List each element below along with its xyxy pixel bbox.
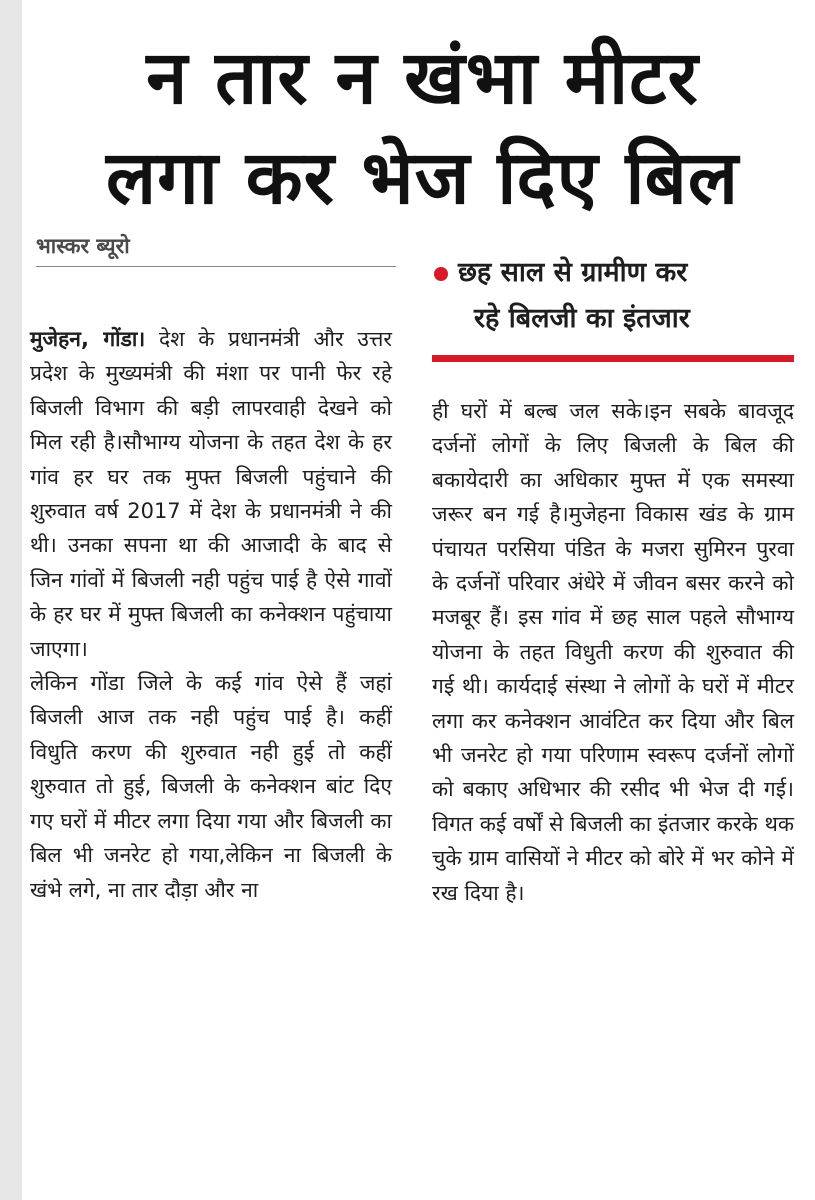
headline [30, 28, 815, 228]
article-column-right [432, 394, 794, 910]
article-column-left [30, 322, 392, 907]
byline: भास्कर ब्यूरो [36, 232, 396, 267]
subheadline-line-1 [434, 250, 794, 296]
red-bullet-icon [434, 267, 448, 281]
subheadline-text-1: छह साल से ग्रामीण कर [458, 257, 688, 288]
headline-line-2: लगा कर भेज दिए बिल [105, 135, 740, 221]
page-edge-strip [0, 0, 22, 1200]
article-paragraph-3: ही घरों में बल्ब जल सके।इन सबके बावजूद दर्जनों लोगों के लिए बिजली के बिल की बकायेदारी का अधिकार मुफ्त में एक समस्या जरूर बन गई है।मुजेहना विकास खंड के ग्राम पंचायत परसिया पंडित के मजरा सुमिरन पुरवा के दर्जनों परिवार अंधेरे में जीवन बसर करने को मजबूर हैं। इस गांव में छह साल पहले सौभाग्य योजना के तहत विधुती करण की शुरुवात की गई थी। कार्यदाई संस्था ने लोगों के घरों में मीटर लगा कर कनेक्शन आवंटित कर दिया और बिल भी जनरेट हो गया परिणाम स्वरूप दर्जनों लोगों को बकाए अधिभार की रसीद भी भेज दी गई। विगत कई वर्षों से बिजली का इंतजार करके थक चुके ग्राम वासियों ने मीटर को बोरे में भर कोने में रख दिया है। [432, 399, 794, 905]
headline-line-1: न तार न खंभा मीटर [146, 35, 699, 121]
subheadline [434, 250, 794, 342]
dateline: मुजेहन, गोंडा। [30, 327, 146, 351]
article-paragraph-1-text: देश के प्रधानमंत्री और उत्तर प्रदेश के मुख्यमंत्री की मंशा पर पानी फेर रहे बिजली विभाग की बड़ी लापरवाही देखने को मिल रही है।सौभाग्य योजना के तहत देश के हर गांव हर घर तक मुफ्त बिजली पहुंचाने की शुरुवात वर्ष 2017 में देश के प्रधानमंत्री ने की थी। उनका सपना था की आजादी के बाद से जिन गांवों में बिजली नही पहुंच पाई है ऐसे गावों के हर घर में मुफ्त बिजली का कनेक्शन पहुंचाया जाएगा। [30, 327, 392, 661]
article-paragraph-1 [30, 322, 392, 666]
subheadline-line-2: रहे बिलजी का इंतजार [474, 303, 690, 334]
article-paragraph-2: लेकिन गोंडा जिले के कई गांव ऐसे हैं जहां बिजली आज तक नही पहुंच पाई है। कहीं विधुति करण की शुरुवात नही हुई तो कहीं शुरुवात तो हुई, बिजली के कनेक्शन बांट दिए गए घरों में मीटर लगा दिया गया और बिजली का बिल भी जनरेट हो गया,लेकिन ना बिजली के खंभे लगे, ना तार दौड़ा और ना [30, 671, 392, 902]
subheadline-rule [432, 355, 794, 362]
